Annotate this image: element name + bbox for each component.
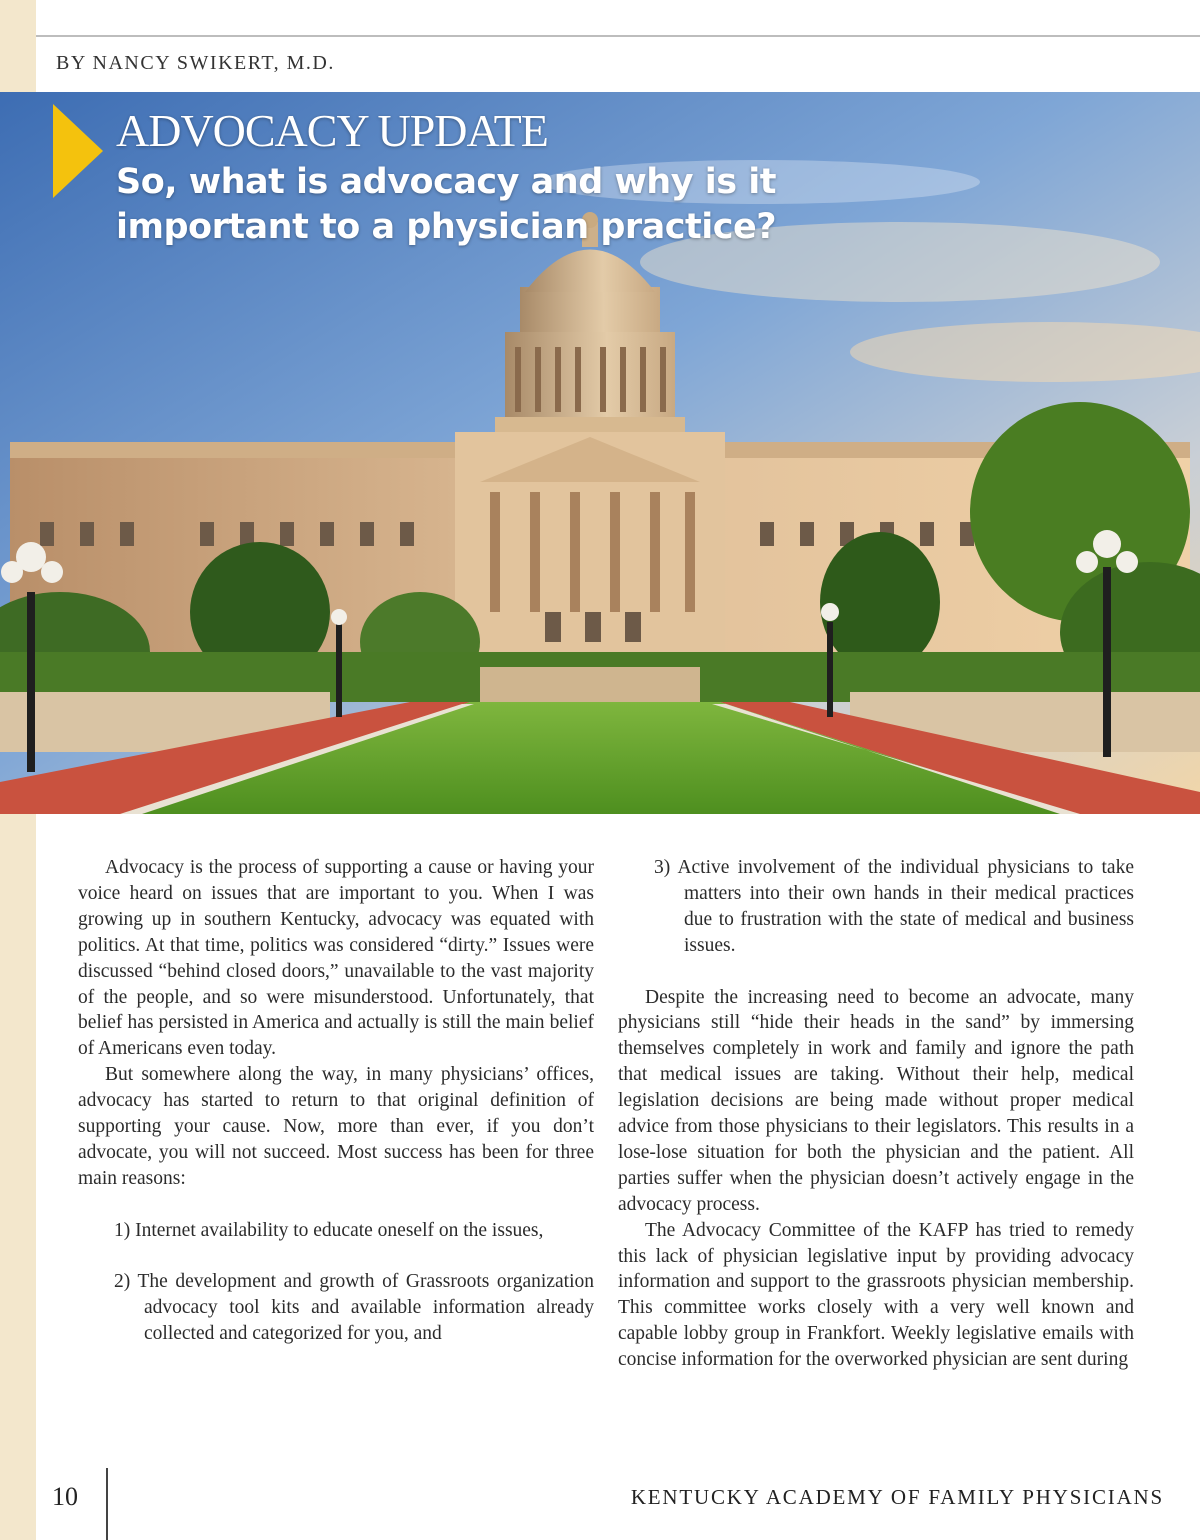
right-text-column bbox=[618, 855, 1134, 1373]
headline-line-2: important to a physician practice? bbox=[116, 207, 777, 247]
section-arrow-icon bbox=[53, 104, 103, 198]
paragraph: But somewhere along the way, in many physicians’ offices, advocacy has started to return to that original definition of supporting your cause. Now, more than ever, if you don’t advocate, you will not succeed. Most success has been for three main reasons: bbox=[78, 1064, 594, 1189]
paragraph: Despite the increasing need to become an advocate, many physicians still “hide their heads in the sand” by immersing themselves completely in work and family and ignore the path that medical issues are taking. Without their help, medical legislation decisions are being made without proper medical advice from those physicians to their legislators. This results in a lose-lose situation for both the physician and the patient. All parties suffer when the physician doesn’t actively engage in the advocacy process. bbox=[618, 986, 1134, 1215]
footer-divider bbox=[106, 1468, 108, 1540]
paragraph: Advocacy is the process of supporting a cause or having your voice heard on issues that are important to you. When I was growing up in southern Kentucky, advocacy was equated with politics. At that time, politics was considered “dirty.” Issues were discussed “behind closed doors,” unavailable to the vast majority of the people, and so were misunderstood. Unfortunately, that belief has persisted in America and actually is still the main belief of Americans even today. bbox=[78, 857, 594, 1060]
left-text-column bbox=[78, 855, 594, 1347]
top-divider bbox=[36, 35, 1200, 37]
paragraph: The Advocacy Committee of the KAFP has tried to remedy this lack of physician legislative input by providing advocacy information and support to the grassroots physician membership. This committee works closely with a very well known and capable lobby group in Frankfort. Weekly legislative emails with concise information for the overworked physician are sent during bbox=[618, 1219, 1134, 1371]
article-headline bbox=[116, 160, 1016, 250]
list-item: 1) Internet availability to educate oneself on the issues, bbox=[114, 1219, 544, 1241]
headline-line-1: So, what is advocacy and why is it bbox=[116, 162, 776, 202]
list-item: 2) The development and growth of Grassroots organization advocacy tool kits and available information already collected and categorized for you, and bbox=[114, 1271, 594, 1345]
section-title: ADVOCACY UPDATE bbox=[116, 105, 548, 156]
byline: BY NANCY SWIKERT, M.D. bbox=[56, 52, 335, 74]
publication-name: KENTUCKY ACADEMY OF FAMILY PHYSICIANS bbox=[630, 1485, 1164, 1509]
page-number: 10 bbox=[52, 1482, 78, 1511]
list-item: 3) Active involvement of the individual physicians to take matters into their own hands in their medical practices due to frustration with the state of medical and business issues. bbox=[654, 857, 1134, 956]
